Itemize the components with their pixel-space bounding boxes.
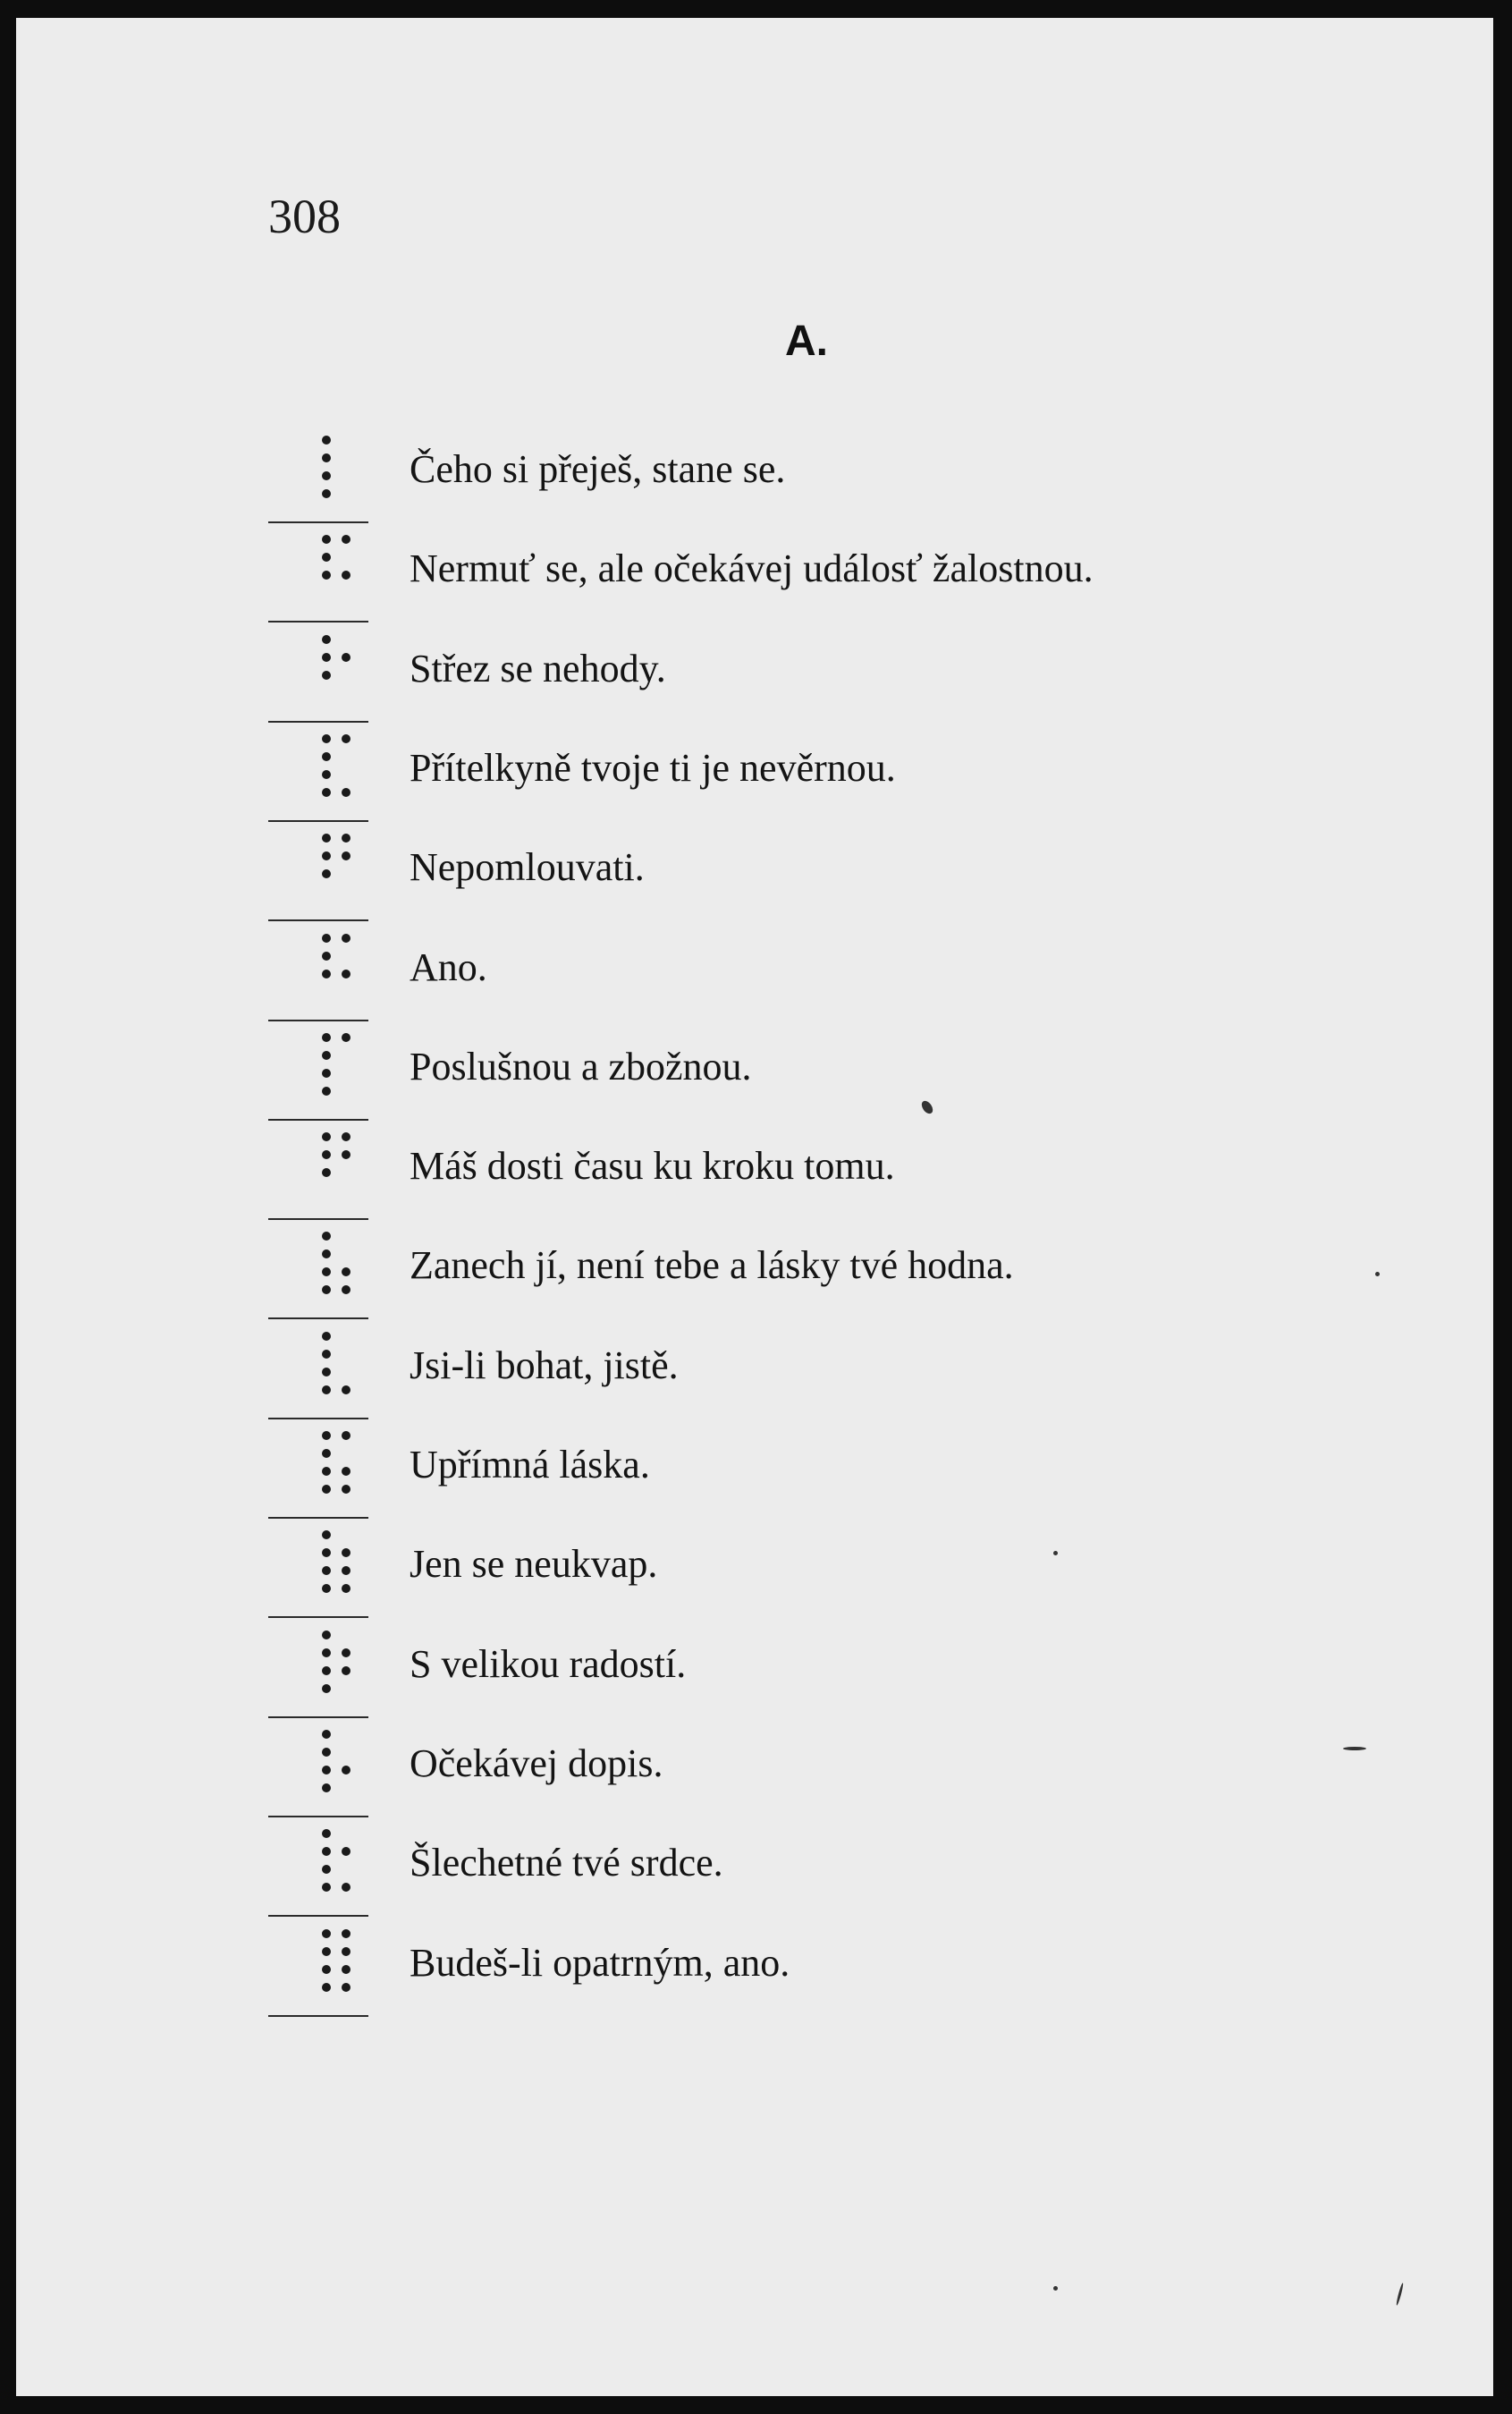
- dot-mark: [322, 1332, 331, 1341]
- dot-mark: [322, 1965, 331, 1974]
- oracle-entry: [268, 1122, 1431, 1220]
- dot-mark: [342, 1965, 351, 1974]
- dot-mark: [342, 834, 351, 843]
- dot-pattern: [268, 1122, 367, 1220]
- entry-divider: [268, 919, 368, 921]
- dot-mark: [322, 1385, 331, 1394]
- dot-mark: [342, 1548, 351, 1557]
- dot-mark: [342, 1132, 351, 1141]
- dot-mark: [322, 1783, 331, 1792]
- dot-pattern: [268, 425, 367, 523]
- entry-text: Máš dosti času ku kroku tomu.: [410, 1144, 895, 1188]
- dot-mark: [322, 734, 331, 743]
- dot-mark: [322, 869, 331, 878]
- dot-mark: [322, 1748, 331, 1757]
- dot-mark: [322, 1883, 331, 1892]
- dot-mark: [322, 1929, 331, 1938]
- dot-mark: [342, 1285, 351, 1294]
- speck-mark: [1375, 1272, 1380, 1276]
- dot-mark: [342, 1431, 351, 1440]
- dot-mark: [342, 1566, 351, 1575]
- dot-mark: [322, 1530, 331, 1539]
- dot-mark: [322, 1033, 331, 1042]
- dot-pattern: [268, 1918, 367, 2017]
- dot-mark: [322, 752, 331, 761]
- oracle-entry-list: [16, 18, 1493, 2396]
- dot-mark: [322, 1829, 331, 1838]
- dot-mark: [322, 1566, 331, 1575]
- dot-pattern: [268, 1620, 367, 1718]
- dot-mark: [342, 1648, 351, 1657]
- entry-text: Poslušnou a zbožnou.: [410, 1045, 752, 1088]
- oracle-entry: [268, 823, 1431, 921]
- dot-mark: [322, 535, 331, 544]
- entry-divider: [268, 1218, 368, 1220]
- dot-mark: [322, 834, 331, 843]
- dot-mark: [342, 1584, 351, 1593]
- dot-mark: [322, 489, 331, 498]
- dot-mark: [342, 1385, 351, 1394]
- dot-mark: [322, 1548, 331, 1557]
- dot-pattern: [268, 724, 367, 822]
- oracle-entry: [268, 425, 1431, 523]
- entry-divider: [268, 820, 368, 822]
- dot-mark: [322, 952, 331, 961]
- dot-mark: [342, 1485, 351, 1494]
- dot-mark: [322, 1847, 331, 1856]
- dot-mark: [322, 1485, 331, 1494]
- dot-mark: [322, 788, 331, 797]
- entry-divider: [268, 1317, 368, 1319]
- dot-mark: [322, 1983, 331, 1992]
- entry-divider: [268, 2015, 368, 2017]
- book-page: [16, 18, 1493, 2396]
- oracle-entry: [268, 923, 1431, 1021]
- dot-mark: [342, 970, 351, 978]
- section-heading: A.: [785, 318, 828, 365]
- oracle-entry: [268, 724, 1431, 822]
- dot-mark: [342, 1983, 351, 1992]
- dot-mark: [322, 1766, 331, 1775]
- dot-mark: [322, 1350, 331, 1359]
- dot-pattern: [268, 923, 367, 1021]
- entry-divider: [268, 1119, 368, 1121]
- dot-mark: [342, 1947, 351, 1956]
- dot-mark: [322, 1051, 331, 1060]
- dot-mark: [322, 1069, 331, 1078]
- oracle-entry: [268, 1321, 1431, 1419]
- dot-mark: [322, 1730, 331, 1739]
- dot-mark: [342, 788, 351, 797]
- entry-divider: [268, 1716, 368, 1718]
- dot-pattern: [268, 1321, 367, 1419]
- dot-mark: [322, 671, 331, 680]
- dot-mark: [322, 1666, 331, 1675]
- dot-mark: [322, 1449, 331, 1458]
- entry-text: Ano.: [410, 945, 487, 989]
- dot-mark: [322, 1249, 331, 1258]
- entry-text: Šlechetné tvé srdce.: [410, 1841, 723, 1885]
- entry-text: Očekávej dopis.: [410, 1741, 663, 1785]
- dot-mark: [342, 934, 351, 943]
- dot-mark: [322, 1285, 331, 1294]
- entry-text: S velikou radostí.: [410, 1642, 687, 1686]
- dot-mark: [322, 571, 331, 580]
- dot-mark: [322, 1150, 331, 1159]
- dot-mark: [342, 1150, 351, 1159]
- dot-mark: [322, 1467, 331, 1476]
- oracle-entry: [268, 1221, 1431, 1319]
- dot-mark: [322, 436, 331, 445]
- entry-divider: [268, 1616, 368, 1618]
- oracle-entry: [268, 1918, 1431, 2017]
- dot-mark: [322, 1267, 331, 1276]
- dot-mark: [322, 770, 331, 779]
- page-number: 308: [268, 190, 341, 243]
- entry-text: Budeš-li opatrným, ano.: [410, 1941, 790, 1985]
- dot-pattern: [268, 1719, 367, 1817]
- dot-mark: [342, 535, 351, 544]
- dot-mark: [322, 1431, 331, 1440]
- dot-mark: [322, 1368, 331, 1376]
- dot-mark: [322, 553, 331, 562]
- entry-text: Čeho si přeješ, stane se.: [410, 447, 786, 491]
- oracle-entry: [268, 1719, 1431, 1817]
- dot-pattern: [268, 1221, 367, 1319]
- dot-mark: [342, 653, 351, 662]
- dot-mark: [342, 734, 351, 743]
- entry-divider: [268, 1816, 368, 1817]
- entry-text: Upřímná láska.: [410, 1443, 650, 1487]
- dot-mark: [322, 471, 331, 480]
- entry-text: Přítelkyně tvoje ti je nevěrnou.: [410, 746, 896, 790]
- dot-mark: [322, 970, 331, 978]
- entry-divider: [268, 1418, 368, 1419]
- dot-mark: [342, 1666, 351, 1675]
- dot-mark: [342, 1467, 351, 1476]
- entry-divider: [268, 521, 368, 523]
- dot-mark: [342, 1883, 351, 1892]
- entry-divider: [268, 721, 368, 723]
- entry-text: Zanech jí, není tebe a lásky tvé hodna.: [410, 1243, 1014, 1287]
- dot-mark: [322, 851, 331, 860]
- speck-mark: [1053, 2286, 1058, 2291]
- dot-mark: [322, 453, 331, 462]
- dot-pattern: [268, 1022, 367, 1121]
- entry-text: Střez se nehody.: [410, 647, 666, 690]
- entry-text: Nermuť se, ale očekávej událosť žalostnou.: [410, 546, 1094, 590]
- dot-mark: [322, 1947, 331, 1956]
- speck-mark: [1053, 1551, 1058, 1555]
- oracle-entry: [268, 1420, 1431, 1519]
- entry-text: Jsi-li bohat, jistě.: [410, 1343, 679, 1387]
- dot-pattern: [268, 1520, 367, 1618]
- oracle-entry: [268, 1022, 1431, 1121]
- entry-divider: [268, 1915, 368, 1917]
- dot-mark: [322, 635, 331, 644]
- dot-mark: [322, 1684, 331, 1693]
- dot-mark: [322, 1168, 331, 1177]
- oracle-entry: [268, 524, 1431, 623]
- dot-mark: [322, 1865, 331, 1874]
- entry-divider: [268, 1517, 368, 1519]
- oracle-entry: [268, 1620, 1431, 1718]
- oracle-entry: [268, 1520, 1431, 1618]
- dot-mark: [322, 1132, 331, 1141]
- entry-text: Nepomlouvati.: [410, 845, 645, 889]
- dot-mark: [322, 1087, 331, 1096]
- dot-mark: [342, 1267, 351, 1276]
- dot-pattern: [268, 624, 367, 723]
- dot-mark: [342, 1766, 351, 1775]
- oracle-entry: [268, 1818, 1431, 1917]
- dot-mark: [322, 1232, 331, 1241]
- entry-text: Jen se neukvap.: [410, 1542, 658, 1586]
- dot-pattern: [268, 524, 367, 623]
- entry-divider: [268, 1020, 368, 1021]
- dot-mark: [322, 1648, 331, 1657]
- dot-mark: [342, 1929, 351, 1938]
- dot-mark: [322, 1584, 331, 1593]
- dot-pattern: [268, 1818, 367, 1917]
- oracle-entry: [268, 624, 1431, 723]
- dot-mark: [342, 1847, 351, 1856]
- dot-mark: [342, 571, 351, 580]
- dot-mark: [342, 1033, 351, 1042]
- dot-pattern: [268, 823, 367, 921]
- speck-mark: [1343, 1747, 1366, 1750]
- dot-mark: [322, 653, 331, 662]
- entry-divider: [268, 621, 368, 623]
- dot-mark: [322, 1631, 331, 1639]
- dot-mark: [342, 851, 351, 860]
- dot-pattern: [268, 1420, 367, 1519]
- dot-mark: [322, 934, 331, 943]
